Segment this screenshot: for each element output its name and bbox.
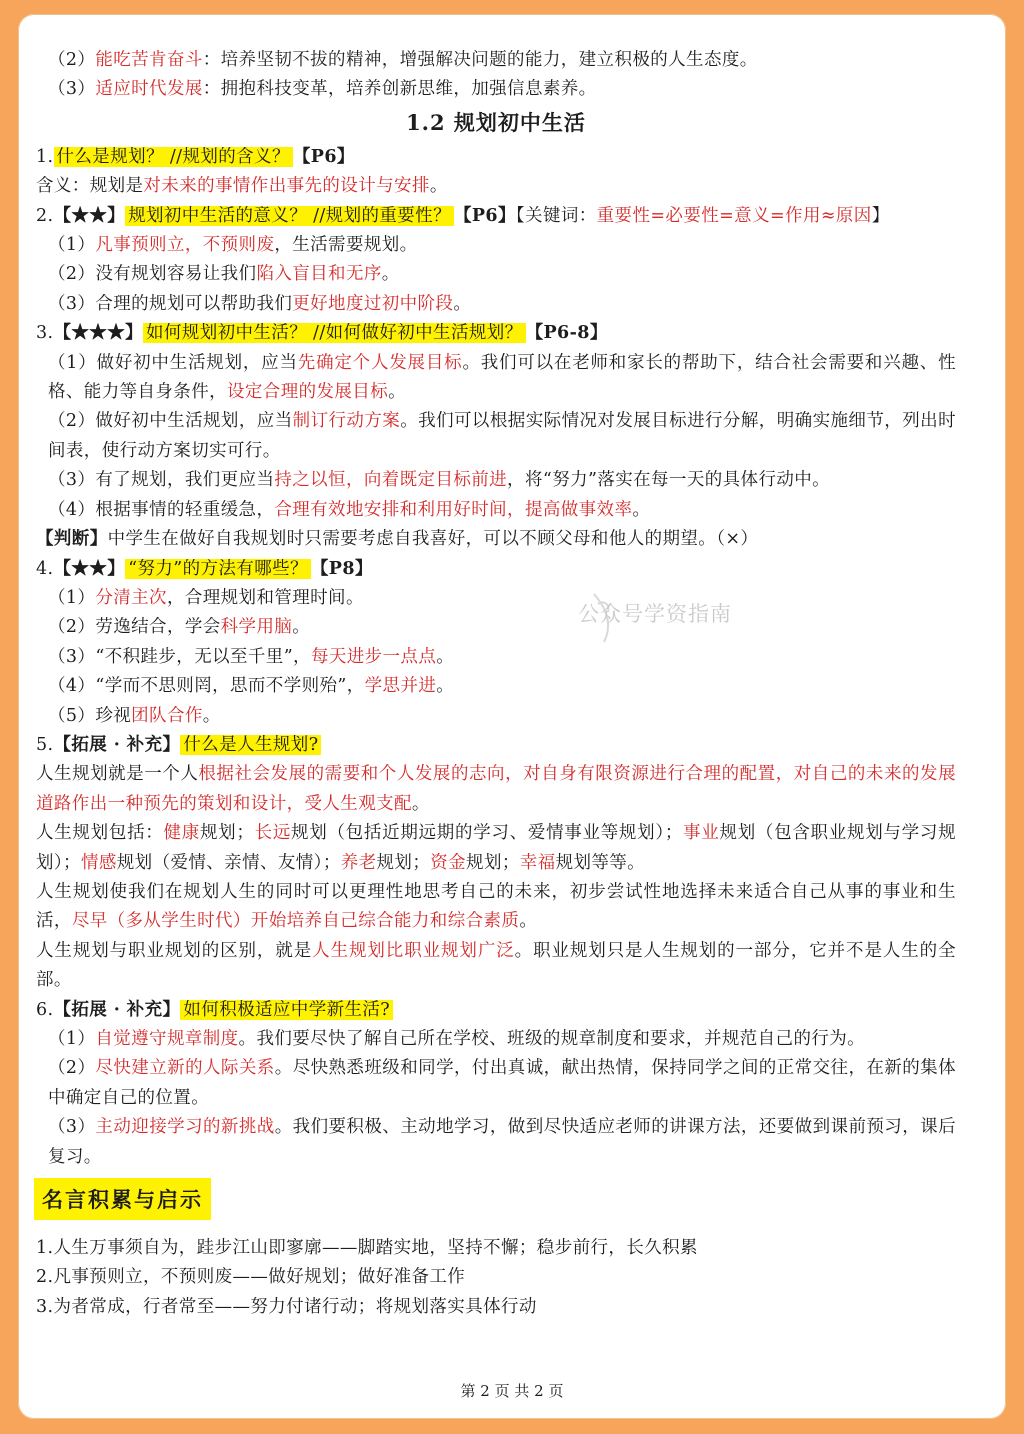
paragraph: 人生规划与职业规划的区别，就是人生规划比职业规划广泛。职业规划只是人生规划的一部分，它并不是人生的全部。 [36,940,956,991]
question-5-text: 什么是人生规划? [180,735,321,755]
list-item: （4）根据事情的轻重缓急，合理有效地安排和利用好时间，提高做事效率。 [48,499,651,520]
page-footer: 第 2 页 共 2 页 [460,1382,564,1400]
list-item: （2）尽快建立新的人际关系。尽快熟悉班级和同学，付出真诚，献出热情，保持同学之间的正常交往，在新的集体中确定自己的位置。 [48,1058,956,1108]
intro-line-2: （2）能吃苦肯奋斗：培养坚韧不拔的精神，增强解决问题的能力，建立积极的人生态度。 [48,50,758,70]
list-item: （1）凡事预则立，不预则废，生活需要规划。 [48,235,418,256]
question-5: 5.【拓展 · 补充】 什么是人生规划? [36,731,956,760]
list-item: （1）分清主次，合理规划和管理时间。 [48,587,364,608]
intro-key-2: 能吃苦肯奋斗 [95,50,203,70]
question-2: 2.【★★】 规划初中生活的意义？ //规划的重要性？ 【P6】【关键词：重要性=必要性=意义=作用≈原因】 [36,205,890,226]
list-item: （5）珍视团队合作。 [48,705,221,726]
question-1-text: 什么是规划？ //规划的含义？ [54,147,293,167]
list-item: （2）没有规划容易让我们陷入盲目和无序。 [48,264,400,285]
list-item: （2）做好初中生活规划，应当制订行动方案。我们可以根据实际情况对发展目标进行分解，明确实施细节，列出时间表，使行动方案切实可行。 [48,411,956,461]
intro-line-3: （3）适应时代发展：拥抱科技变革，培养创新思维，加强信息素养。 [48,79,597,100]
extension-tag: 【拓展 · 补充】 [53,734,181,755]
extension-tag: 【拓展 · 补充】 [53,999,181,1020]
quote-line: 3.为者常成，行者常至——努力付诸行动；将规划落实具体行动 [36,1296,537,1317]
paragraph: 人生规划使我们在规划人生的同时可以更理性地思考自己的未来，初步尝试性地选择未来适合自己从事的事业和生活，尽早（多从学生时代）开始培养自己综合能力和综合素质。 [36,881,956,932]
paragraph: 人生规划就是一个人根据社会发展的需要和个人发展的志向，对自身有限资源进行合理的配置，对自己的未来的发展道路作出一种预先的策划和设计，受人生观支配。 [36,764,957,814]
question-1: 1. 什么是规划？ //规划的含义？ 【P6】 [36,146,355,167]
list-item: （3）合理的规划可以帮助我们更好地度过初中阶段。 [48,293,472,314]
list-item: （3）有了规划，我们更应当持之以恒，向着既定目标前进，将“努力”落实在每一天的具体行动中。 [48,470,831,491]
question-6: 6.【拓展 · 补充】 如何积极适应中学新生活? [36,996,956,1025]
page-ref: 【P8】 [310,558,373,579]
page-ref: 【P6】 [292,146,355,167]
keywords: 重要性=必要性=意义=作用≈原因 [596,205,872,226]
question-3: 3.【★★★】 如何规划初中生活？ //如何做好初中生活规划？ 【P6-8】 [36,323,608,344]
answer-1: 含义：规划是对未来的事情作出事先的设计与安排。 [36,176,448,197]
quotes-heading: 名言积累与启示 [34,1178,211,1220]
list-item: （1）自觉遵守规章制度。我们要尽快了解自己所在学校、班级的规章制度和要求，并规范自己的行为。 [48,1029,866,1049]
question-2-text: 规划初中生活的意义？ //规划的重要性？ [125,206,454,226]
section-title: 1.2 规划初中生活 [406,109,586,135]
quote-line: 2.凡事预则立，不预则废——做好规划；做好准备工作 [36,1267,466,1288]
quote-line: 1.人生万事须自为，跬步江山即寥廓——脚踏实地，坚持不懈；稳步前行，长久积累 [36,1238,698,1259]
document-content [36,46,956,1322]
list-item: （1）做好初中生活规划，应当先确定个人发展目标。我们可以在老师和家长的帮助下，结合社会需要和兴趣、性格、能力等自身条件，设定合理的发展目标。 [48,352,956,403]
intro-key-3: 适应时代发展 [95,79,203,100]
list-item: （3）“不积跬步，无以至千里”，每天进步一点点。 [48,646,455,667]
question-4: 4.【★★】 “努力”的方法有哪些？ 【P8】 [36,558,373,579]
judge-tag: 【判断】 [36,529,108,550]
judge-item: 【判断】中学生在做好自我规划时只需要考虑自我喜好，可以不顾父母和他人的期望。（×） [36,529,759,550]
star-rating: 【★★】 [53,558,126,579]
page-ref: 【P6-8】 [525,323,608,344]
question-4-text: “努力”的方法有哪些？ [125,559,311,579]
watermark: 公众号学资指南 [578,602,732,626]
star-rating: 【★★】 [53,205,126,226]
list-item: （4）“学而不思则罔，思而不学则殆”，学思并进。 [48,676,455,697]
page-ref: 【P6】 [453,205,516,226]
question-6-text: 如何积极适应中学新生活? [180,1000,393,1020]
list-item: （3）主动迎接学习的新挑战。我们要积极、主动地学习，做到尽快适应老师的讲课方法，还要做到课前预习，课后复习。 [48,1117,956,1167]
star-rating: 【★★★】 [53,323,143,344]
question-3-text: 如何规划初中生活？ //如何做好初中生活规划？ [143,323,526,343]
paragraph: 人生规划包括：健康规划；长远规划（包括近期远期的学习、爱情事业等规划）；事业规划（包含职业规划与学习规划）；情感规划（爱情、亲情、友情）；养老规划；资金规划；幸福规划等等。 [36,823,956,873]
list-item: （2）劳逸结合，学会科学用脑。 [48,617,311,638]
